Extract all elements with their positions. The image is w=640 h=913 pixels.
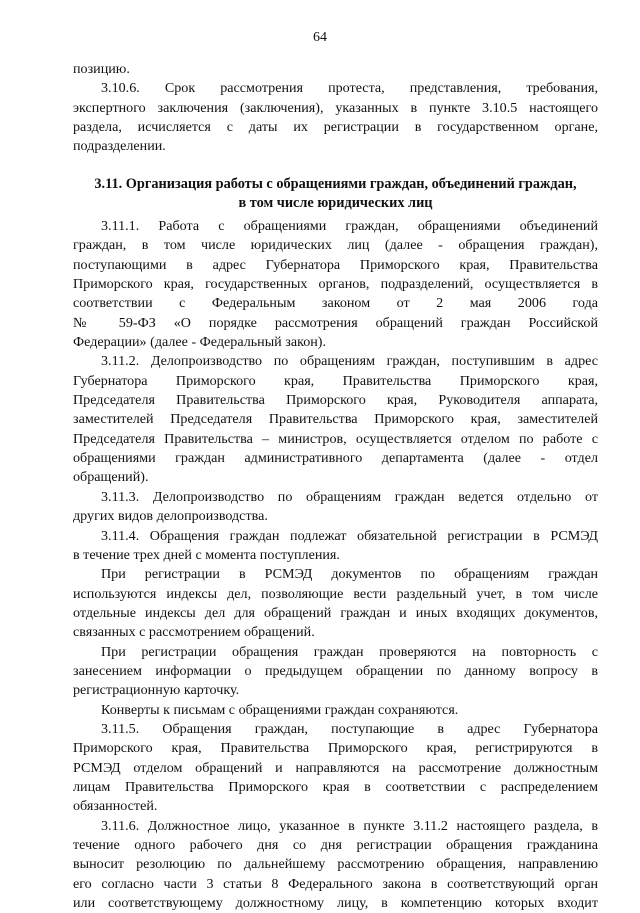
heading-line: 3.11. Организация работы с обращениями граждан, объединений граждан,	[94, 176, 577, 192]
text-line: отдельные индексы дел для обращений граждан и иных входящих документов,	[73, 604, 598, 621]
text-line: поступающими в адрес Губернатора Приморского края, Правительства	[73, 256, 598, 273]
text-line: Председателя Правительства – министров, осуществляется отделом по работе с	[73, 430, 598, 447]
text-line: выносит резолюцию по дальнейшему рассмотрению обращения, направлению	[73, 856, 598, 873]
text-line: обращениями граждан административного департамента (далее - отдел	[73, 450, 598, 467]
text-line: Председателя Правительства Приморского края, Руководителя аппарата,	[73, 392, 598, 409]
text-line: лицам Правительства Приморского края в соответствии с распределением	[73, 778, 598, 795]
text-line: обязанностей.	[73, 798, 158, 815]
text-line: течение одного рабочего дня со дня регистрации обращения гражданина	[73, 837, 598, 853]
text-line: раздела, исчисляется с даты их регистрации в государственном органе,	[73, 119, 598, 136]
text-line: позицию.	[73, 61, 130, 77]
text-line: При регистрации в РСМЭД документов по обращениям граждан	[101, 566, 598, 583]
text-line: или соответствующему должностному лицу, в компетенцию которых входит	[73, 895, 598, 912]
text-line: в течение трех дней с момента поступления.	[73, 546, 340, 563]
text-line: № 59-ФЗ «О порядке рассмотрения обращений граждан Российской	[73, 314, 598, 331]
text-line: 3.10.6. Срок рассмотрения протеста, представления, требования,	[101, 80, 598, 97]
text-line: 3.11.2. Делопроизводство по обращениям граждан, поступившим в адрес	[101, 353, 598, 370]
text-line: Конверты к письмам с обращениями граждан сохраняются.	[101, 701, 459, 718]
text-line: соответствии с Федеральным законом от 2 мая 2006 года	[73, 295, 598, 312]
text-line: РСМЭД отделом обращений и направляются на рассмотрение должностным	[73, 759, 598, 776]
page-number: 64	[313, 30, 327, 45]
text-line: заместителей Председателя Правительства Приморского края, заместителей	[73, 411, 598, 428]
text-line: 3.11.4. Обращения граждан подлежат обязательной регистрации в РСМЭД	[101, 527, 598, 544]
text-line: связанных с рассмотрением обращений.	[73, 624, 315, 641]
section-3-11-body	[73, 217, 598, 913]
text-line: 3.11.6. Должностное лицо, указанное в пункте 3.11.2 настоящего раздела, в	[101, 817, 598, 834]
section-heading-3-11	[73, 175, 598, 214]
text-line: 3.11.5. Обращения граждан, поступающие в адрес Губернатора	[101, 720, 598, 737]
text-line: экспертного заключения (заключения), указанных в пункте 3.10.5 настоящего	[73, 99, 598, 116]
text-line: других видов делопроизводства.	[73, 508, 268, 525]
text-line: используются индексы дел, позволяющие вести раздельный учет, в том числе	[73, 585, 598, 602]
text-line: 3.11.3. Делопроизводство по обращениям граждан ведется отдельно от	[101, 488, 598, 505]
text-line: 3.11.1. Работа с обращениями граждан, обращениями объединений	[101, 218, 598, 234]
paragraph-3-10-6	[73, 60, 598, 157]
text-line: подразделении.	[73, 138, 166, 155]
text-line: Федерации» (далее - Федеральный закон).	[73, 334, 327, 351]
text-line: регистрационную карточку.	[73, 682, 240, 699]
text-line: Приморского края, Правительства Приморского края, регистрируются в	[73, 740, 598, 757]
text-line: его согласно части 3 статьи 8 Федерального закона в соответствующий орган	[73, 875, 598, 892]
text-line: Приморского края, государственных органов, подразделений, осуществляется в	[73, 276, 598, 293]
text-line: Губернатора Приморского края, Правительства Приморского края,	[73, 372, 598, 389]
heading-line: в том числе юридических лиц	[238, 195, 433, 212]
text-line: граждан, в том числе юридических лиц (далее - обращения граждан),	[73, 237, 598, 254]
text-line: занесением информации о предыдущем обращении по данному вопросу в	[73, 662, 598, 679]
text-line: При регистрации обращения граждан проверяются на повторность с	[101, 643, 598, 660]
text-line: обращений).	[73, 469, 149, 486]
